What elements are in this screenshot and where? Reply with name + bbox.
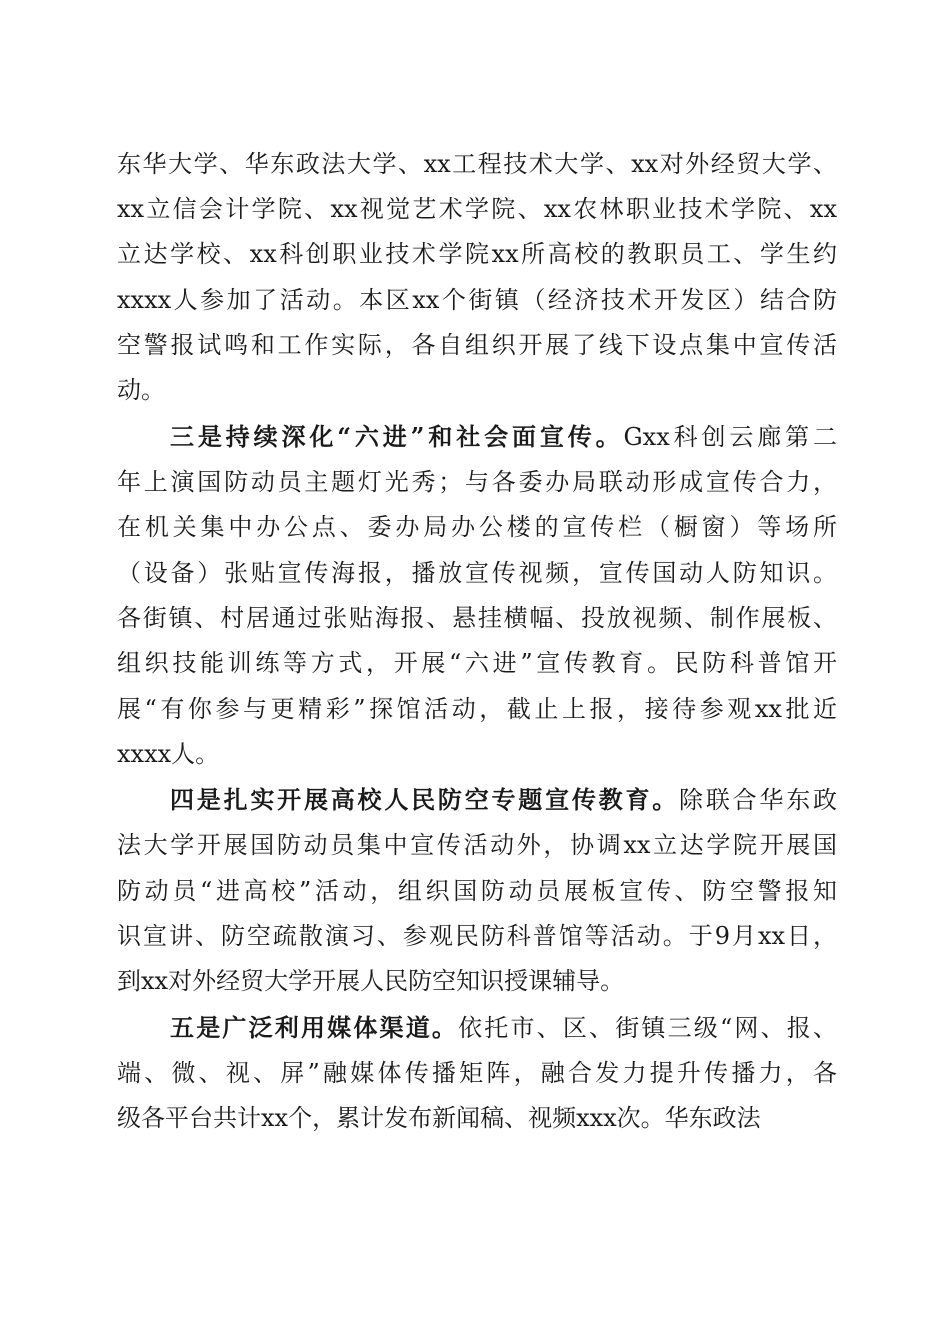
body-text-line: 东华大学、华东政法大学、xx工程技术大学、xx对外经贸大学、 — [117, 150, 837, 178]
paragraph-heading: 五是广泛利用媒体渠道。 — [170, 1013, 459, 1042]
body-text-line: 年上演国防动员主题灯光秀；与各委办局联动形成宣传合力， — [117, 468, 837, 496]
body-text-line: 级各平台共计xx个，累计发布新闻稿、视频xxx次。华东政法 — [117, 1104, 761, 1132]
paragraph-first-line — [170, 417, 837, 457]
paragraph-first-line — [170, 780, 837, 820]
paragraph-heading: 三是持续深化“六进”和社会面宣传。 — [170, 422, 624, 451]
body-text-line: xxxx人。 — [117, 740, 220, 768]
body-text-line: xxxx人参加了活动。本区xx个街镇（经济技术开发区）结合防 — [117, 286, 837, 314]
body-text-line: 端、微、视、屏”融媒体传播矩阵，融合发力提升传播力，各 — [117, 1059, 837, 1087]
paragraph-first-line-text: 依托市、区、街镇三级“网、报、 — [458, 1014, 837, 1042]
body-text-line: 立达学校、xx科创职业技术学院xx所高校的教职员工、学生约 — [117, 240, 837, 268]
body-text-line: 展“有你参与更精彩”探馆活动，截止上报，接待参观xx批近 — [117, 695, 837, 723]
body-text-line: 空警报试鸣和工作实际，各自组织开展了线下设点集中宣传活 — [117, 331, 837, 359]
body-text-line: 识宣讲、防空疏散演习、参观民防科普馆等活动。于9月xx日， — [117, 922, 837, 950]
body-text-line: 组织技能训练等方式，开展“六进”宣传教育。民防科普馆开 — [117, 649, 837, 677]
paragraph-first-line-text: 除联合华东政 — [679, 786, 838, 814]
body-text-line: 动。 — [117, 376, 165, 404]
body-text-line: 到xx对外经贸大学开展人民防空知识授课辅导。 — [117, 967, 625, 995]
body-text-line: 法大学开展国防动员集中宣传活动外，协调xx立达学院开展国 — [117, 831, 837, 859]
body-text-line: xx立信会计学院、xx视觉艺术学院、xx农林职业技术学院、xx — [117, 195, 837, 223]
body-text-line: 在机关集中办公点、委办局办公楼的宣传栏（橱窗）等场所 — [117, 513, 837, 541]
body-text-line: （设备）张贴宣传海报，播放宣传视频，宣传国动人防知识。 — [117, 559, 837, 587]
body-text-line: 各街镇、村居通过张贴海报、悬挂横幅、投放视频、制作展板、 — [117, 604, 837, 632]
body-text-line: 防动员“进高校”活动，组织国防动员展板宣传、防空警报知 — [117, 877, 837, 905]
paragraph-first-line-text: Gxx科创云廊第二 — [623, 423, 837, 451]
paragraph-first-line — [170, 1008, 837, 1048]
paragraph-heading: 四是扎实开展高校人民防空专题宣传教育。 — [170, 785, 680, 814]
